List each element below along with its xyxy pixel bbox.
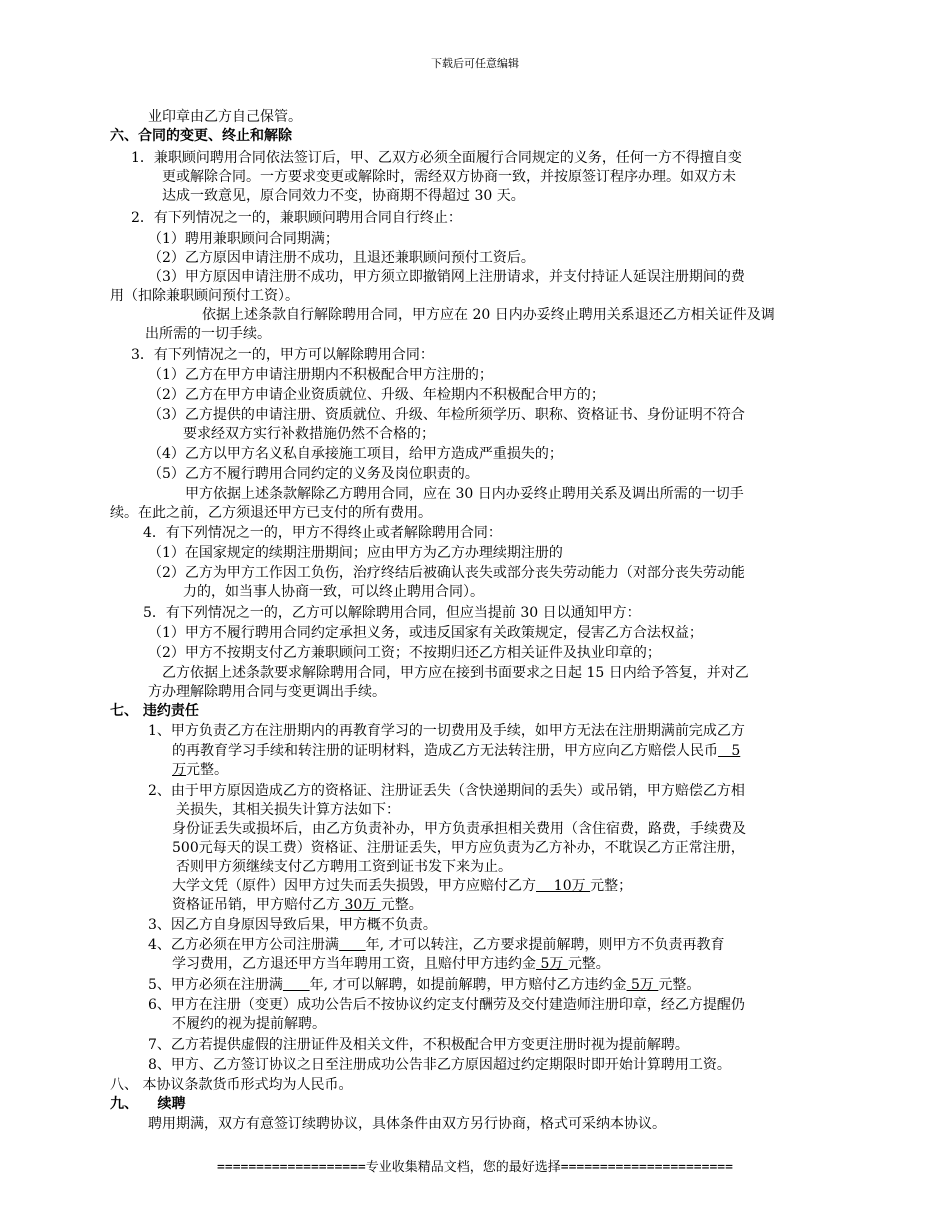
text-line: 大学文凭（原件）因甲方过失而丢失损毁，甲方应赔付乙方 10万 元整； — [172, 878, 633, 894]
amount-field: 万 — [172, 762, 186, 778]
text-line: 的再教育学习手续和转注册的证明材料，造成乙方无法转注册，甲方应向乙方赔偿人民币 5 — [172, 743, 741, 759]
text-line: 500元每天的误工费）资格证、注册证丢失，甲方应负责为乙方补办，不耽误乙方正常注册， — [172, 840, 745, 856]
text-line: 5．有下列情况之一的，乙方可以解除聘用合同，但应当提前 30 日以通知甲方： — [143, 605, 641, 621]
text-line: 3、因乙方自身原因导致后果，甲方概不负责。 — [148, 917, 437, 933]
amount-field: 10万 — [536, 878, 591, 894]
text-line: 关损失，其相关损失计算方法如下： — [176, 802, 400, 818]
text-line: 出所需的一切手续。 — [145, 326, 271, 342]
text-line: 聘用期满，双方有意签订续聘协议，具体条件由双方另行协商，格式可采纳本协议。 — [148, 1116, 666, 1132]
text-line: 1．兼职顾问聘用合同依法签订后，甲、乙双方必须全面履行合同规定的义务，任何一方不得擅自变 — [131, 150, 742, 166]
text-line: 用（扣除兼职顾问预付工资）。 — [110, 288, 299, 304]
amount-field: 5 — [718, 743, 741, 759]
text-line: 更或解除合同。一方要求变更或解除时，需经双方协商一致，并按原签订程序办理。如双方未 — [162, 169, 736, 185]
text-line: 4、乙方必须在甲方公司注册满 年, 才可以转注，乙方要求提前解聘，则甲方不负责再教育 — [148, 937, 725, 953]
text-line: 万元整。 — [172, 762, 228, 778]
text-line: 7、乙方若提供虚假的注册证件及相关文件，不积极配合甲方变更注册时视为提前解聘。 — [148, 1037, 689, 1053]
section-heading: 六、合同的变更、终止和解除 — [110, 128, 292, 144]
text-line: 依据上述条款自行解除聘用合同，甲方应在 20 日内办妥终止聘用关系退还乙方相关证件及调 — [202, 307, 775, 323]
text-line: （2）乙方为甲方工作因工负伤，治疗终结后被确认丧失或部分丧失劳动能力（对部分丧失劳动能 — [148, 565, 745, 581]
text-line: 4．有下列情况之一的，甲方不得终止或者解除聘用合同： — [143, 525, 502, 541]
text-line: （1）聘用兼职顾问合同期满； — [148, 231, 339, 247]
text-line: （2）乙方在甲方申请企业资质就位、升级、年检期内不积极配合甲方的； — [148, 387, 605, 403]
section-heading: 九、 续聘 — [110, 1096, 186, 1112]
text-line: 5、甲方必须在注册满 年, 才可以解聘，如提前解聘，甲方赔付乙方违约金 5万 元整。 — [148, 977, 701, 993]
page-header: 下载后可任意编辑 — [431, 57, 519, 70]
text-line: 八、 本协议条款货币形式均为人民币。 — [110, 1077, 353, 1093]
section-heading: 七、 违约责任 — [110, 703, 199, 719]
blank-field — [339, 937, 366, 953]
text-line: 不履约的视为提前解聘。 — [172, 1016, 326, 1032]
text-line: 续。在此之前，乙方须退还甲方已支付的所有费用。 — [110, 505, 432, 521]
text-line: （2）甲方不按期支付乙方兼职顾问工资；不按期归还乙方相关证件及执业印章的； — [148, 645, 661, 661]
text-line: （3）甲方原因申请注册不成功，甲方须立即撤销网上注册请求，并支付持证人延误注册期间的费 — [148, 269, 745, 285]
text-line: 2、由于甲方原因造成乙方的资格证、注册证丢失（含快递期间的丢失）或吊销，甲方赔偿乙方相 — [148, 783, 745, 799]
text-line: 8、甲方、乙方签订协议之日至注册成功公告非乙方原因超过约定期限时即开始计算聘用工资。 — [148, 1057, 731, 1073]
text-line: 1、甲方负责乙方在注册期内的再教育学习的一切费用及手续，如甲方无法在注册期满前完成乙方 — [148, 723, 745, 739]
text-line: 甲方依据上述条款解除乙方聘用合同，应在 30 日内办妥终止聘用关系及调出所需的一切手 — [185, 486, 744, 502]
text-line: （1）乙方在甲方申请注册期内不积极配合甲方注册的； — [148, 367, 493, 383]
text-line: 身份证丢失或损坏后，由乙方负责补办，甲方负责承担相关费用（含住宿费，路费，手续费及 — [172, 821, 746, 837]
amount-field: 5万 — [536, 956, 568, 972]
text-line: 要求经双方实行补救措施仍然不合格的； — [183, 426, 435, 442]
text-line: （2）乙方原因申请注册不成功，且退还兼职顾问预付工资后。 — [148, 250, 535, 266]
text-line: （3）乙方提供的申请注册、资质就位、升级、年检所须学历、职称、资格证书、身份证明不符合 — [148, 407, 745, 423]
text-line: 达成一致意见，原合同效力不变，协商期不得超过 30 天。 — [162, 188, 525, 204]
blank-field — [283, 977, 310, 993]
text-line: 乙方依据上述条款要求解除聘用合同，甲方应在接到书面要求之日起 15 日内给予答复，并对乙 — [162, 665, 749, 681]
text-line: 资格证吊销，甲方赔付乙方 30万 元整。 — [172, 897, 423, 913]
amount-field: 5万 — [626, 977, 659, 993]
text-line: 学习费用，乙方退还甲方当年聘用工资，且赔付甲方违约金 5万 元整。 — [172, 956, 610, 972]
text-line: 方办理解除聘用合同与变更调出手续。 — [148, 684, 386, 700]
text-line: （1）在国家规定的续期注册期间；应由甲方为乙方办理续期注册的 — [148, 545, 563, 561]
text-line: 3．有下列情况之一的，甲方可以解除聘用合同： — [131, 347, 434, 363]
text-line: （4）乙方以甲方名义私自承接施工项目，给甲方造成严重损失的； — [148, 446, 563, 462]
text-line: 2．有下列情况之一的，兼职顾问聘用合同自行终止： — [131, 210, 462, 226]
text-line: （5）乙方不履行聘用合同约定的义务及岗位职责的。 — [148, 466, 479, 482]
text-line: 6、甲方在注册（变更）成功公告后不按协议约定支付酬劳及交付建造师注册印章，经乙方提醒仍 — [148, 997, 745, 1013]
text-line: 否则甲方须继续支付乙方聘用工资到证书发下来为止。 — [176, 859, 512, 875]
page-footer: ===================专业收集精品文档，您的最好选择====================== — [217, 1160, 733, 1175]
text-line: 业印章由乙方自己保管。 — [148, 109, 302, 125]
text-line: （1）甲方不履行聘用合同约定承担义务，或违反国家有关政策规定，侵害乙方合法权益； — [148, 625, 703, 641]
amount-field: 30万 — [340, 897, 381, 913]
text-line: 力的，如当事人协商一致，可以终止聘用合同）。 — [183, 584, 484, 600]
